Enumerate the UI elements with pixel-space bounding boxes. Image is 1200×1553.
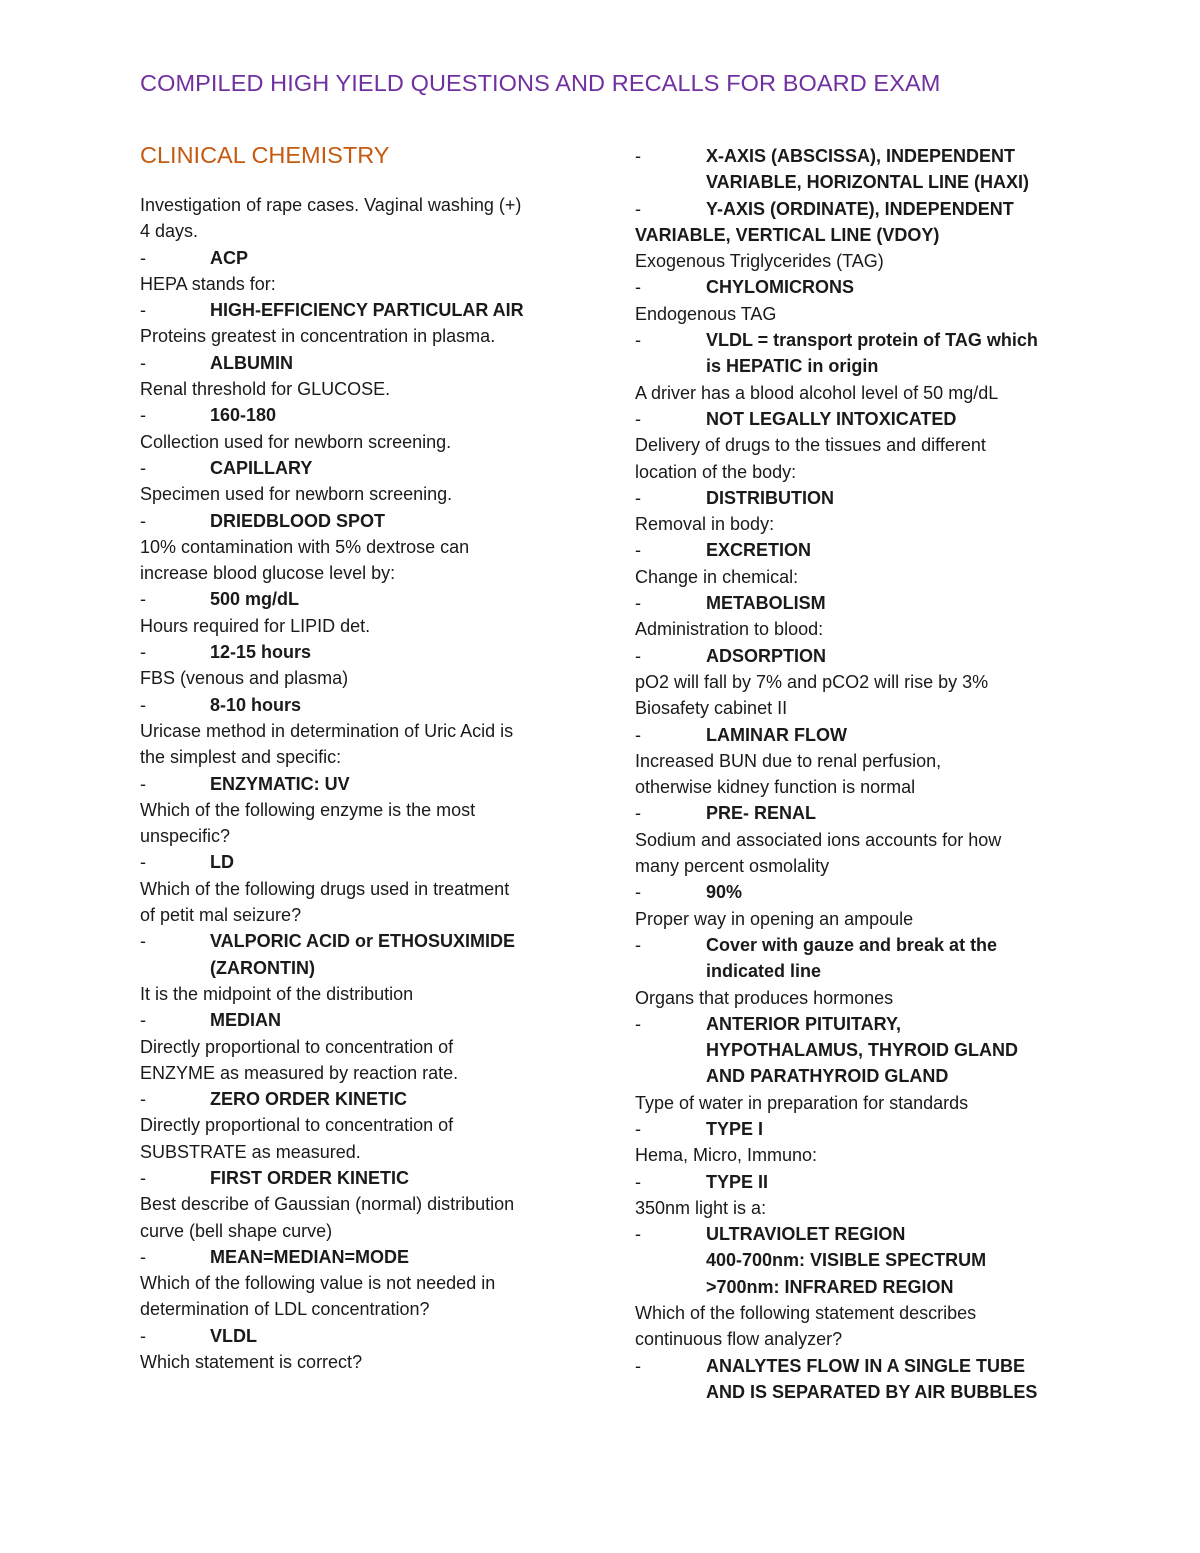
answer-line-text: DISTRIBUTION [706, 487, 834, 508]
question-text: many percent osmolality [635, 856, 830, 877]
question-text: Hours required for LIPID det. [140, 615, 371, 636]
answer-line-text: HIGH-EFFICIENCY PARTICULAR AIR [210, 300, 524, 321]
question-text: Best describe of Gaussian (normal) distribution [140, 1194, 515, 1215]
answer-dash: - [635, 408, 641, 429]
answer-line-text: 160-180 [210, 405, 277, 426]
answer-line-text: CHYLOMICRONS [706, 277, 854, 298]
answer-dash: - [140, 457, 146, 478]
question-text: Exogenous Triglycerides (TAG) [635, 251, 884, 272]
answer-line [140, 586, 580, 612]
answer-line [635, 1221, 1075, 1300]
answer-text [210, 1323, 580, 1349]
qa-entry [140, 192, 580, 271]
question-text: increase blood glucose level by: [140, 563, 396, 584]
answer-text [210, 350, 580, 376]
qa-entry [140, 429, 580, 482]
qa-entry [635, 301, 1075, 380]
question-text: Sodium and associated ions accounts for how [635, 829, 1002, 850]
answer-line-text: MEAN=MEDIAN=MODE [210, 1246, 410, 1267]
answer-dash: - [140, 589, 146, 610]
answer-line-text: X-AXIS (ABSCISSA), INDEPENDENT [706, 146, 1016, 166]
question-text: ENZYME as measured by reaction rate. [140, 1062, 459, 1083]
question-text: HEPA stands for: [140, 273, 276, 294]
question-text: Which statement is correct? [140, 1352, 363, 1373]
answer-dash: - [140, 247, 146, 268]
question-text: determination of LDL concentration? [140, 1299, 430, 1320]
question-text: Endogenous TAG [635, 303, 777, 324]
question-text: Delivery of drugs to the tissues and different [635, 435, 986, 456]
qa-entry [635, 748, 1075, 827]
question-text: pO2 will fall by 7% and pCO2 will rise by 3% [635, 671, 989, 692]
answer-line [140, 771, 580, 797]
answer-line-text: FIRST ORDER KINETIC [210, 1167, 410, 1188]
answer-line [635, 406, 1075, 432]
answer-text [706, 196, 1075, 222]
answer-line-text: Cover with gauze and break at the [706, 934, 998, 955]
answer-dash: - [635, 1355, 641, 1376]
question-text: Proteins greatest in concentration in plasma. [140, 326, 496, 347]
answer-line-text: AND IS SEPARATED BY AIR BUBBLES [706, 1381, 1038, 1402]
qa-entry [140, 323, 580, 376]
left-entries [140, 192, 580, 1375]
qa-entry [635, 616, 1075, 669]
answer-text [706, 1221, 1075, 1300]
answer-dash: - [140, 694, 146, 715]
answer-line [635, 590, 1075, 616]
answer-line [635, 800, 1075, 826]
question-text: Removal in body: [635, 514, 775, 535]
answer-dash: - [635, 198, 641, 219]
answer-dash: - [635, 146, 641, 166]
answer-dash: - [140, 1089, 146, 1110]
qa-entry [140, 613, 580, 666]
answer-dash: - [635, 882, 641, 903]
answer-line-text: Y-AXIS (ORDINATE), INDEPENDENT [706, 198, 1014, 219]
answer-line [140, 350, 580, 376]
answer-line-text: LD [210, 852, 234, 873]
answer-text [210, 928, 580, 981]
question-text: A driver has a blood alcohol level of 50 mg/dL [635, 382, 999, 403]
answer-line [140, 692, 580, 718]
answer-line-text: EXCRETION [706, 540, 812, 561]
answer-text [210, 639, 580, 665]
question-text: Directly proportional to concentration of [140, 1115, 454, 1136]
qa-entry [635, 248, 1075, 301]
answer-text [706, 879, 1075, 905]
qa-entry [635, 564, 1075, 617]
qa-entry [635, 985, 1075, 1090]
answer-continuation: VARIABLE, VERTICAL LINE (VDOY) [635, 224, 940, 245]
question-text: FBS (venous and plasma) [140, 668, 349, 689]
answer-line-text: ZERO ORDER KINETIC [210, 1089, 408, 1110]
answer-line [140, 402, 580, 428]
qa-entry [140, 797, 580, 876]
answer-line [140, 928, 580, 981]
qa-entry [635, 380, 1075, 433]
answer-line [635, 643, 1075, 669]
answer-line-text: VARIABLE, HORIZONTAL LINE (HAXI) [706, 172, 1029, 193]
question-text: It is the midpoint of the distribution [140, 983, 414, 1004]
answer-line [635, 485, 1075, 511]
question-text: the simplest and specific: [140, 747, 342, 768]
question-text: unspecific? [140, 826, 231, 847]
answer-dash: - [635, 277, 641, 298]
answer-line-text: ANTERIOR PITUITARY, [706, 1013, 902, 1034]
answer-line [140, 1007, 580, 1033]
question-text: of petit mal seizure? [140, 905, 302, 926]
qa-entry [635, 511, 1075, 564]
question-text: Biosafety cabinet II [635, 698, 788, 719]
question-text: Directly proportional to concentration of [140, 1036, 454, 1057]
answer-line-text: ENZYMATIC: UV [210, 773, 350, 794]
answer-line [635, 1116, 1075, 1142]
answer-text [706, 1353, 1075, 1406]
answer-line [140, 455, 580, 481]
question-text: otherwise kidney function is normal [635, 777, 916, 798]
question-text: Which of the following enzyme is the most [140, 799, 476, 820]
answer-line [635, 932, 1075, 985]
answer-line [635, 537, 1075, 563]
answer-dash: - [635, 803, 641, 824]
qa-entry [140, 718, 580, 797]
answer-line [140, 245, 580, 271]
answer-line-text: 12-15 hours [210, 642, 312, 663]
answer-line-text: 8-10 hours [210, 694, 302, 715]
answer-line-text: DRIEDBLOOD SPOT [210, 510, 386, 531]
answer-text [706, 722, 1075, 748]
page-title: COMPILED HIGH YIELD QUESTIONS AND RECALLS FOR BOARD EXAM [140, 70, 941, 96]
question-text: Proper way in opening an ampoule [635, 908, 914, 929]
answer-line-text: 400-700nm: VISIBLE SPECTRUM [706, 1250, 987, 1271]
qa-entry [140, 1270, 580, 1349]
answer-line [635, 196, 1075, 222]
answer-dash: - [635, 1224, 641, 1245]
answer-dash: - [140, 1167, 146, 1188]
question-text: SUBSTRATE as measured. [140, 1141, 361, 1162]
answer-line [635, 722, 1075, 748]
question-text: Investigation of rape cases. Vaginal washing (+) [140, 195, 522, 215]
qa-entry [140, 1034, 580, 1113]
question-text: Collection used for newborn screening. [140, 431, 452, 452]
question-text: continuous flow analyzer? [635, 1329, 843, 1350]
answer-dash: - [140, 642, 146, 663]
answer-text [210, 245, 580, 271]
qa-entry [635, 669, 1075, 748]
answer-line-text: ADSORPTION [706, 645, 827, 666]
qa-entry [635, 143, 1075, 196]
question-text: location of the body: [635, 461, 797, 482]
question-text: 350nm light is a: [635, 1197, 767, 1218]
qa-entry [140, 376, 580, 429]
answer-line [635, 143, 1075, 196]
answer-line-text: 500 mg/dL [210, 589, 300, 610]
answer-text [706, 643, 1075, 669]
answer-line [140, 849, 580, 875]
answer-text [210, 771, 580, 797]
answer-line-text: is HEPATIC in origin [706, 356, 879, 377]
question-text: Increased BUN due to renal perfusion, [635, 750, 942, 771]
answer-text [706, 590, 1075, 616]
right-entries [635, 143, 1075, 1405]
answer-text [706, 274, 1075, 300]
answer-text [706, 1169, 1075, 1195]
answer-line-text: indicated line [706, 961, 822, 982]
question-text: Which of the following statement describes [635, 1303, 977, 1324]
answer-dash: - [635, 1118, 641, 1139]
answer-dash: - [635, 724, 641, 745]
question-text: Specimen used for newborn screening. [140, 484, 453, 505]
right-column [635, 143, 1075, 1405]
answer-dash: - [635, 540, 641, 561]
qa-entry [140, 981, 580, 1034]
answer-line-text: LAMINAR FLOW [706, 724, 847, 745]
answer-text [706, 485, 1075, 511]
answer-line [140, 1165, 580, 1191]
answer-line-text: AND PARATHYROID GLAND [706, 1066, 949, 1087]
answer-dash: - [140, 405, 146, 426]
answer-line-text: ACP [210, 247, 249, 268]
answer-line-text: ANALYTES FLOW IN A SINGLE TUBE [706, 1355, 1026, 1376]
qa-entry [635, 1090, 1075, 1143]
question-text: Change in chemical: [635, 566, 799, 587]
answer-line [635, 1169, 1075, 1195]
left-column [140, 140, 580, 1375]
answer-dash: - [635, 330, 641, 351]
answer-text [210, 402, 580, 428]
answer-line-text: ALBUMIN [210, 352, 293, 373]
answer-dash: - [140, 1246, 146, 1267]
answer-text [210, 1086, 580, 1112]
answer-line-text: TYPE II [706, 1171, 769, 1192]
answer-line [140, 1323, 580, 1349]
answer-text [210, 586, 580, 612]
answer-line [140, 1086, 580, 1112]
qa-entry [140, 481, 580, 534]
answer-line [635, 274, 1075, 300]
answer-text [210, 1244, 580, 1270]
answer-line [635, 327, 1075, 380]
question-text: curve (bell shape curve) [140, 1220, 333, 1241]
question-text: Hema, Micro, Immuno: [635, 1145, 818, 1166]
answer-line [635, 1353, 1075, 1406]
answer-text [706, 1011, 1075, 1090]
answer-line-text: 90% [706, 882, 743, 903]
answer-line-text: NOT LEGALLY INTOXICATED [706, 408, 957, 429]
answer-text [706, 143, 1075, 196]
answer-line-text: VALPORIC ACID or ETHOSUXIMIDE [210, 931, 516, 952]
qa-entry [140, 1349, 580, 1375]
answer-text [210, 692, 580, 718]
qa-entry [140, 271, 580, 324]
answer-dash: - [635, 487, 641, 508]
answer-line-text: VLDL = transport protein of TAG which [706, 330, 1038, 351]
qa-entry [635, 1195, 1075, 1300]
answer-dash: - [140, 352, 146, 373]
answer-dash: - [635, 645, 641, 666]
answer-text [706, 406, 1075, 432]
question-text: 4 days. [140, 221, 199, 242]
answer-line-text: ULTRAVIOLET REGION [706, 1224, 906, 1245]
answer-line [140, 297, 580, 323]
answer-line-text: VLDL [210, 1325, 257, 1346]
answer-line-text: >700nm: INFRARED REGION [706, 1276, 954, 1297]
answer-line [635, 1011, 1075, 1090]
answer-line-text: (ZARONTIN) [210, 957, 315, 978]
qa-entry [635, 906, 1075, 985]
answer-line [140, 639, 580, 665]
qa-entry [635, 1142, 1075, 1195]
qa-entry [635, 196, 1075, 249]
answer-line-text: PRE- RENAL [706, 803, 817, 824]
answer-text [210, 455, 580, 481]
question-text: Organs that produces hormones [635, 987, 894, 1008]
question-text: Administration to blood: [635, 619, 824, 640]
answer-line-text: MEDIAN [210, 1010, 281, 1031]
qa-entry [140, 534, 580, 613]
answer-line-text: CAPILLARY [210, 457, 313, 478]
answer-text [210, 297, 580, 323]
question-text: Which of the following value is not needed in [140, 1273, 496, 1294]
qa-entry [635, 432, 1075, 511]
answer-text [706, 800, 1075, 826]
answer-dash: - [140, 852, 146, 873]
question-text: Which of the following drugs used in treatment [140, 878, 510, 899]
question-text: Renal threshold for GLUCOSE. [140, 379, 391, 400]
answer-line-text: METABOLISM [706, 593, 826, 614]
answer-text [210, 1165, 580, 1191]
answer-text [706, 537, 1075, 563]
answer-text [210, 849, 580, 875]
question-text: 10% contamination with 5% dextrose can [140, 536, 470, 557]
qa-entry [635, 1300, 1075, 1405]
answer-dash: - [635, 1171, 641, 1192]
answer-dash: - [140, 300, 146, 321]
answer-line-text: TYPE I [706, 1118, 764, 1139]
answer-dash: - [635, 934, 641, 955]
answer-dash: - [140, 1010, 146, 1031]
answer-line [140, 1244, 580, 1270]
answer-dash: - [635, 593, 641, 614]
qa-entry [140, 1112, 580, 1191]
answer-dash: - [140, 931, 146, 952]
answer-text [210, 508, 580, 534]
qa-entry [140, 876, 580, 981]
answer-text [210, 1007, 580, 1033]
answer-line [635, 879, 1075, 905]
qa-entry [140, 1191, 580, 1270]
answer-text [706, 327, 1075, 380]
answer-dash: - [140, 1325, 146, 1346]
answer-dash: - [140, 510, 146, 531]
answer-text [706, 932, 1075, 985]
answer-dash: - [635, 1013, 641, 1034]
answer-dash: - [140, 773, 146, 794]
section-heading: CLINICAL CHEMISTRY [140, 142, 390, 168]
answer-line-text: HYPOTHALAMUS, THYROID GLAND [706, 1040, 1018, 1061]
answer-line [140, 508, 580, 534]
answer-text [706, 1116, 1075, 1142]
question-text: Type of water in preparation for standards [635, 1092, 969, 1113]
question-text: Uricase method in determination of Uric Acid is [140, 720, 514, 741]
qa-entry [635, 827, 1075, 906]
qa-entry [140, 665, 580, 718]
